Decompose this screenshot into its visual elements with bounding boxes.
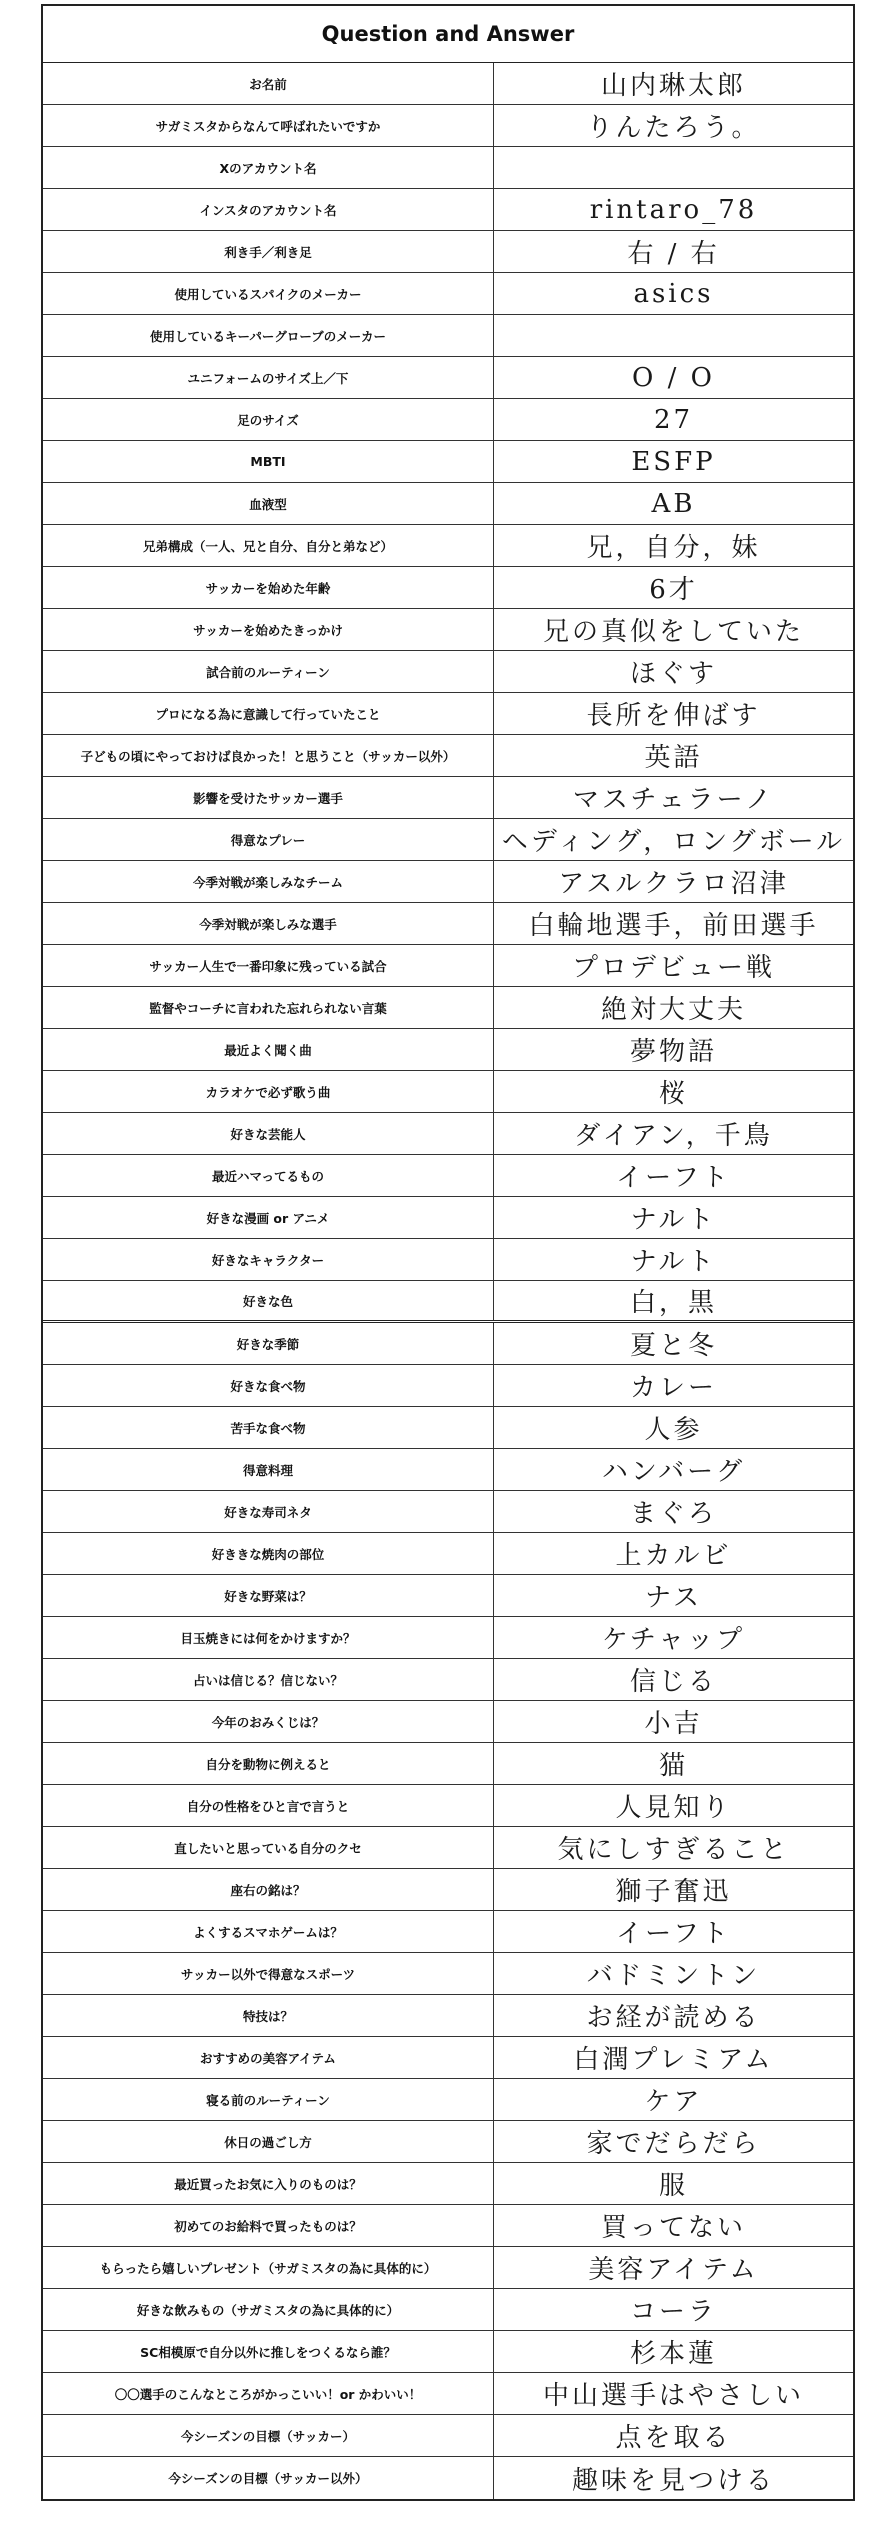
answer-cell: 信じる xyxy=(629,1667,717,1697)
answer-cell: ナス xyxy=(645,1583,702,1613)
question-cell: よくするスマホゲームは？ xyxy=(43,1911,494,1952)
question-cell: もらったら嬉しいプレゼント（サガミスタの為に具体的に） xyxy=(43,2247,494,2288)
question-cell: 監督やコーチに言われた忘れられない言葉 xyxy=(43,987,494,1028)
qa-row xyxy=(43,525,853,567)
answer-cell: ダイアン，千鳥 xyxy=(574,1121,773,1151)
question-cell: 好きな野菜は？ xyxy=(43,1575,494,1616)
question-cell: 今季対戦が楽しみなチーム xyxy=(43,861,494,902)
question-cell: サッカー人生で一番印象に残っている試合 xyxy=(43,945,494,986)
answer-cell: 人見知り xyxy=(615,1793,732,1823)
answer-cell: マスチェラーノ xyxy=(572,785,775,815)
question-cell: 影響を受けたサッカー選手 xyxy=(43,777,494,818)
qa-row xyxy=(43,1407,853,1449)
qa-row xyxy=(43,1995,853,2037)
question-cell: カラオケで必ず歌う曲 xyxy=(43,1071,494,1112)
qa-row xyxy=(43,1323,853,1365)
question-cell: MBTI xyxy=(43,441,494,482)
qa-row xyxy=(43,1197,853,1239)
qa-row xyxy=(43,273,853,315)
qa-row xyxy=(43,2415,853,2457)
answer-cell: 夢物語 xyxy=(629,1037,717,1067)
qa-row xyxy=(43,1491,853,1533)
answer-cell: 猫 xyxy=(658,1751,688,1781)
answer-cell xyxy=(494,147,853,188)
answer-cell: 気にしすぎること xyxy=(557,1835,790,1865)
question-cell: Xのアカウント名 xyxy=(43,147,494,188)
qa-row xyxy=(43,945,853,987)
question-cell: サッカーを始めたきっかけ xyxy=(43,609,494,650)
question-cell: 今シーズンの目標（サッカー以外） xyxy=(43,2457,494,2499)
qa-row xyxy=(43,1113,853,1155)
answer-cell: 6才 xyxy=(649,575,698,605)
answer-cell: 白潤プレミアム xyxy=(573,2045,774,2075)
question-cell: 使用しているスパイクのメーカー xyxy=(43,273,494,314)
qa-row xyxy=(43,2121,853,2163)
question-cell: 血液型 xyxy=(43,483,494,524)
qa-row xyxy=(43,63,853,105)
answer-cell: 上カルビ xyxy=(615,1541,732,1571)
answer-cell: 買ってない xyxy=(600,2213,746,2243)
qa-row xyxy=(43,1953,853,1995)
answer-cell: ケチャップ xyxy=(601,1625,746,1655)
answer-cell: ナルト xyxy=(630,1205,717,1235)
answer-cell: アスルクラロ沼津 xyxy=(558,869,789,899)
qa-row xyxy=(43,903,853,945)
qa-row xyxy=(43,609,853,651)
question-cell: 占いは信じる？信じない？ xyxy=(43,1659,494,1700)
answer-cell: 美容アイテム xyxy=(588,2255,759,2285)
qa-row xyxy=(43,1617,853,1659)
qa-row xyxy=(43,567,853,609)
answer-cell: 白，黒 xyxy=(629,1288,717,1318)
question-cell: サッカーを始めた年齢 xyxy=(43,567,494,608)
qa-row xyxy=(43,1701,853,1743)
question-cell: 得意なプレー xyxy=(43,819,494,860)
qa-row xyxy=(43,2247,853,2289)
answer-cell: 白輪地選手，前田選手 xyxy=(528,911,819,941)
qa-row xyxy=(43,987,853,1029)
question-cell: 目玉焼きには何をかけますか？ xyxy=(43,1617,494,1658)
question-cell: ユニフォームのサイズ上／下 xyxy=(43,357,494,398)
answer-cell: まぐろ xyxy=(629,1499,717,1529)
answer-cell: asics xyxy=(633,278,714,309)
qa-row xyxy=(43,189,853,231)
answer-cell: ESFP xyxy=(631,446,716,477)
question-cell: サッカー以外で得意なスポーツ xyxy=(43,1953,494,1994)
answer-cell xyxy=(494,315,853,356)
qa-row xyxy=(43,1533,853,1575)
question-cell: 好きな季節 xyxy=(43,1323,494,1364)
question-cell: 足のサイズ xyxy=(43,399,494,440)
question-cell: 兄弟構成（一人、兄と自分、自分と弟など） xyxy=(43,525,494,566)
qa-row xyxy=(43,777,853,819)
qa-row xyxy=(43,1911,853,1953)
qa-row xyxy=(43,861,853,903)
answer-cell: イーフト xyxy=(616,1163,731,1193)
qa-row xyxy=(43,2331,853,2373)
qa-row xyxy=(43,2079,853,2121)
answer-cell: 27 xyxy=(653,404,694,435)
question-cell: おすすめの美容アイテム xyxy=(43,2037,494,2078)
qa-row xyxy=(43,483,853,525)
qa-row xyxy=(43,2163,853,2205)
answer-cell: 夏と冬 xyxy=(629,1331,717,1361)
qa-sheet xyxy=(41,4,855,2501)
answer-cell: 英語 xyxy=(644,743,703,773)
question-cell: 寝る前のルーティーン xyxy=(43,2079,494,2120)
question-cell: 好きな芸能人 xyxy=(43,1113,494,1154)
qa-row xyxy=(43,2373,853,2415)
question-cell: 〇〇選手のこんなところがかっこいい！or かわいい！ xyxy=(43,2373,494,2414)
answer-cell: ヘディング，ロングボール xyxy=(501,827,846,857)
answer-cell: AB xyxy=(651,488,696,519)
qa-row xyxy=(43,2289,853,2331)
answer-cell: 長所を伸ばす xyxy=(586,701,761,731)
question-cell: 利き手／利き足 xyxy=(43,231,494,272)
qa-row xyxy=(43,441,853,483)
qa-row xyxy=(43,1785,853,1827)
question-cell: 特技は？ xyxy=(43,1995,494,2036)
qa-row xyxy=(43,651,853,693)
question-cell: 好きなキャラクター xyxy=(43,1239,494,1280)
qa-row xyxy=(43,1281,853,1323)
answer-cell: 服 xyxy=(658,2171,688,2201)
qa-row xyxy=(43,2037,853,2079)
question-cell: 自分の性格をひと言で言うと xyxy=(43,1785,494,1826)
qa-row xyxy=(43,1869,853,1911)
qa-row xyxy=(43,2457,853,2499)
answer-cell: 獅子奮迅 xyxy=(615,1877,732,1907)
answer-cell: 兄の真似をしていた xyxy=(542,617,804,647)
qa-row xyxy=(43,399,853,441)
question-cell: 試合前のルーティーン xyxy=(43,651,494,692)
question-cell: 好きな漫画 or アニメ xyxy=(43,1197,494,1238)
question-cell: 好きな寿司ネタ xyxy=(43,1491,494,1532)
question-cell: 苦手な食べ物 xyxy=(43,1407,494,1448)
answer-cell: 趣味を見つける xyxy=(571,2465,775,2496)
qa-row xyxy=(43,735,853,777)
answer-cell: 山内琳太郎 xyxy=(600,71,746,101)
answer-cell: ナルト xyxy=(630,1247,717,1277)
answer-cell: 絶対大丈夫 xyxy=(600,995,746,1025)
question-cell: 直したいと思っている自分のクセ xyxy=(43,1827,494,1868)
question-cell: 自分を動物に例えると xyxy=(43,1743,494,1784)
question-cell: 今年のおみくじは？ xyxy=(43,1701,494,1742)
question-cell: 好きな色 xyxy=(43,1281,494,1320)
answer-cell: イーフト xyxy=(616,1919,731,1949)
question-cell: 最近ハマってるもの xyxy=(43,1155,494,1196)
question-cell: 今季対戦が楽しみな選手 xyxy=(43,903,494,944)
answer-cell: O / O xyxy=(632,362,715,393)
question-cell: 好きな飲みもの（サガミスタの為に具体的に） xyxy=(43,2289,494,2330)
question-cell: 使用しているキーパーグローブのメーカー xyxy=(43,315,494,356)
qa-row xyxy=(43,1071,853,1113)
qa-row xyxy=(43,2205,853,2247)
qa-row xyxy=(43,1743,853,1785)
question-cell: 初めてのお給料で買ったものは？ xyxy=(43,2205,494,2246)
qa-row xyxy=(43,231,853,273)
question-cell: 好きな食べ物 xyxy=(43,1365,494,1406)
question-cell: 得意料理 xyxy=(43,1449,494,1490)
answer-cell: 桜 xyxy=(658,1079,688,1109)
question-cell: 座右の銘は？ xyxy=(43,1869,494,1910)
qa-table xyxy=(43,63,853,2499)
qa-row xyxy=(43,1575,853,1617)
answer-cell: カレー xyxy=(629,1373,717,1403)
answer-cell: 兄，自分，妹 xyxy=(586,533,761,563)
answer-cell: 小吉 xyxy=(644,1709,703,1739)
answer-cell: 点を取る xyxy=(615,2423,732,2453)
qa-row xyxy=(43,1827,853,1869)
qa-row xyxy=(43,315,853,357)
qa-row xyxy=(43,105,853,147)
qa-row xyxy=(43,147,853,189)
answer-cell: コーラ xyxy=(629,2297,717,2327)
question-cell: プロになる為に意識して行っていたこと xyxy=(43,693,494,734)
answer-cell: プロデビュー戦 xyxy=(571,953,775,983)
question-cell: 休日の過ごし方 xyxy=(43,2121,494,2162)
qa-row xyxy=(43,1449,853,1491)
qa-row xyxy=(43,1365,853,1407)
question-cell: 今シーズンの目標（サッカー） xyxy=(43,2415,494,2456)
qa-row xyxy=(43,357,853,399)
question-cell: SC相模原で自分以外に推しをつくるなら誰？ xyxy=(43,2331,494,2372)
answer-cell: ほぐす xyxy=(629,659,717,689)
question-cell: お名前 xyxy=(43,63,494,104)
answer-cell: 杉本蓮 xyxy=(629,2339,717,2369)
answer-cell: rintaro_78 xyxy=(589,194,758,225)
answer-cell: バドミントン xyxy=(586,1961,761,1991)
question-cell: サガミスタからなんて呼ばれたいですか xyxy=(43,105,494,146)
qa-row xyxy=(43,693,853,735)
answer-cell: ケア xyxy=(644,2087,703,2117)
answer-cell: りんたろう。 xyxy=(586,113,761,143)
answer-cell: ハンバーグ xyxy=(601,1457,746,1487)
answer-cell: 右 / 右 xyxy=(627,239,720,269)
question-cell: 好ききな焼肉の部位 xyxy=(43,1533,494,1574)
answer-cell: 中山選手はやさしい xyxy=(542,2381,804,2411)
answer-cell: お経が読める xyxy=(586,2003,761,2033)
qa-row xyxy=(43,1659,853,1701)
question-cell: 最近買ったお気に入りのものは？ xyxy=(43,2163,494,2204)
qa-row xyxy=(43,1155,853,1197)
sheet-title: Question and Answer xyxy=(43,6,853,63)
question-cell: 子どもの頃にやっておけば良かった！と思うこと（サッカー以外） xyxy=(43,735,494,776)
qa-row xyxy=(43,1029,853,1071)
question-cell: インスタのアカウント名 xyxy=(43,189,494,230)
question-cell: 最近よく聞く曲 xyxy=(43,1029,494,1070)
answer-cell: 家でだらだら xyxy=(586,2129,761,2159)
qa-row xyxy=(43,1239,853,1281)
qa-row xyxy=(43,819,853,861)
answer-cell: 人参 xyxy=(644,1415,703,1445)
